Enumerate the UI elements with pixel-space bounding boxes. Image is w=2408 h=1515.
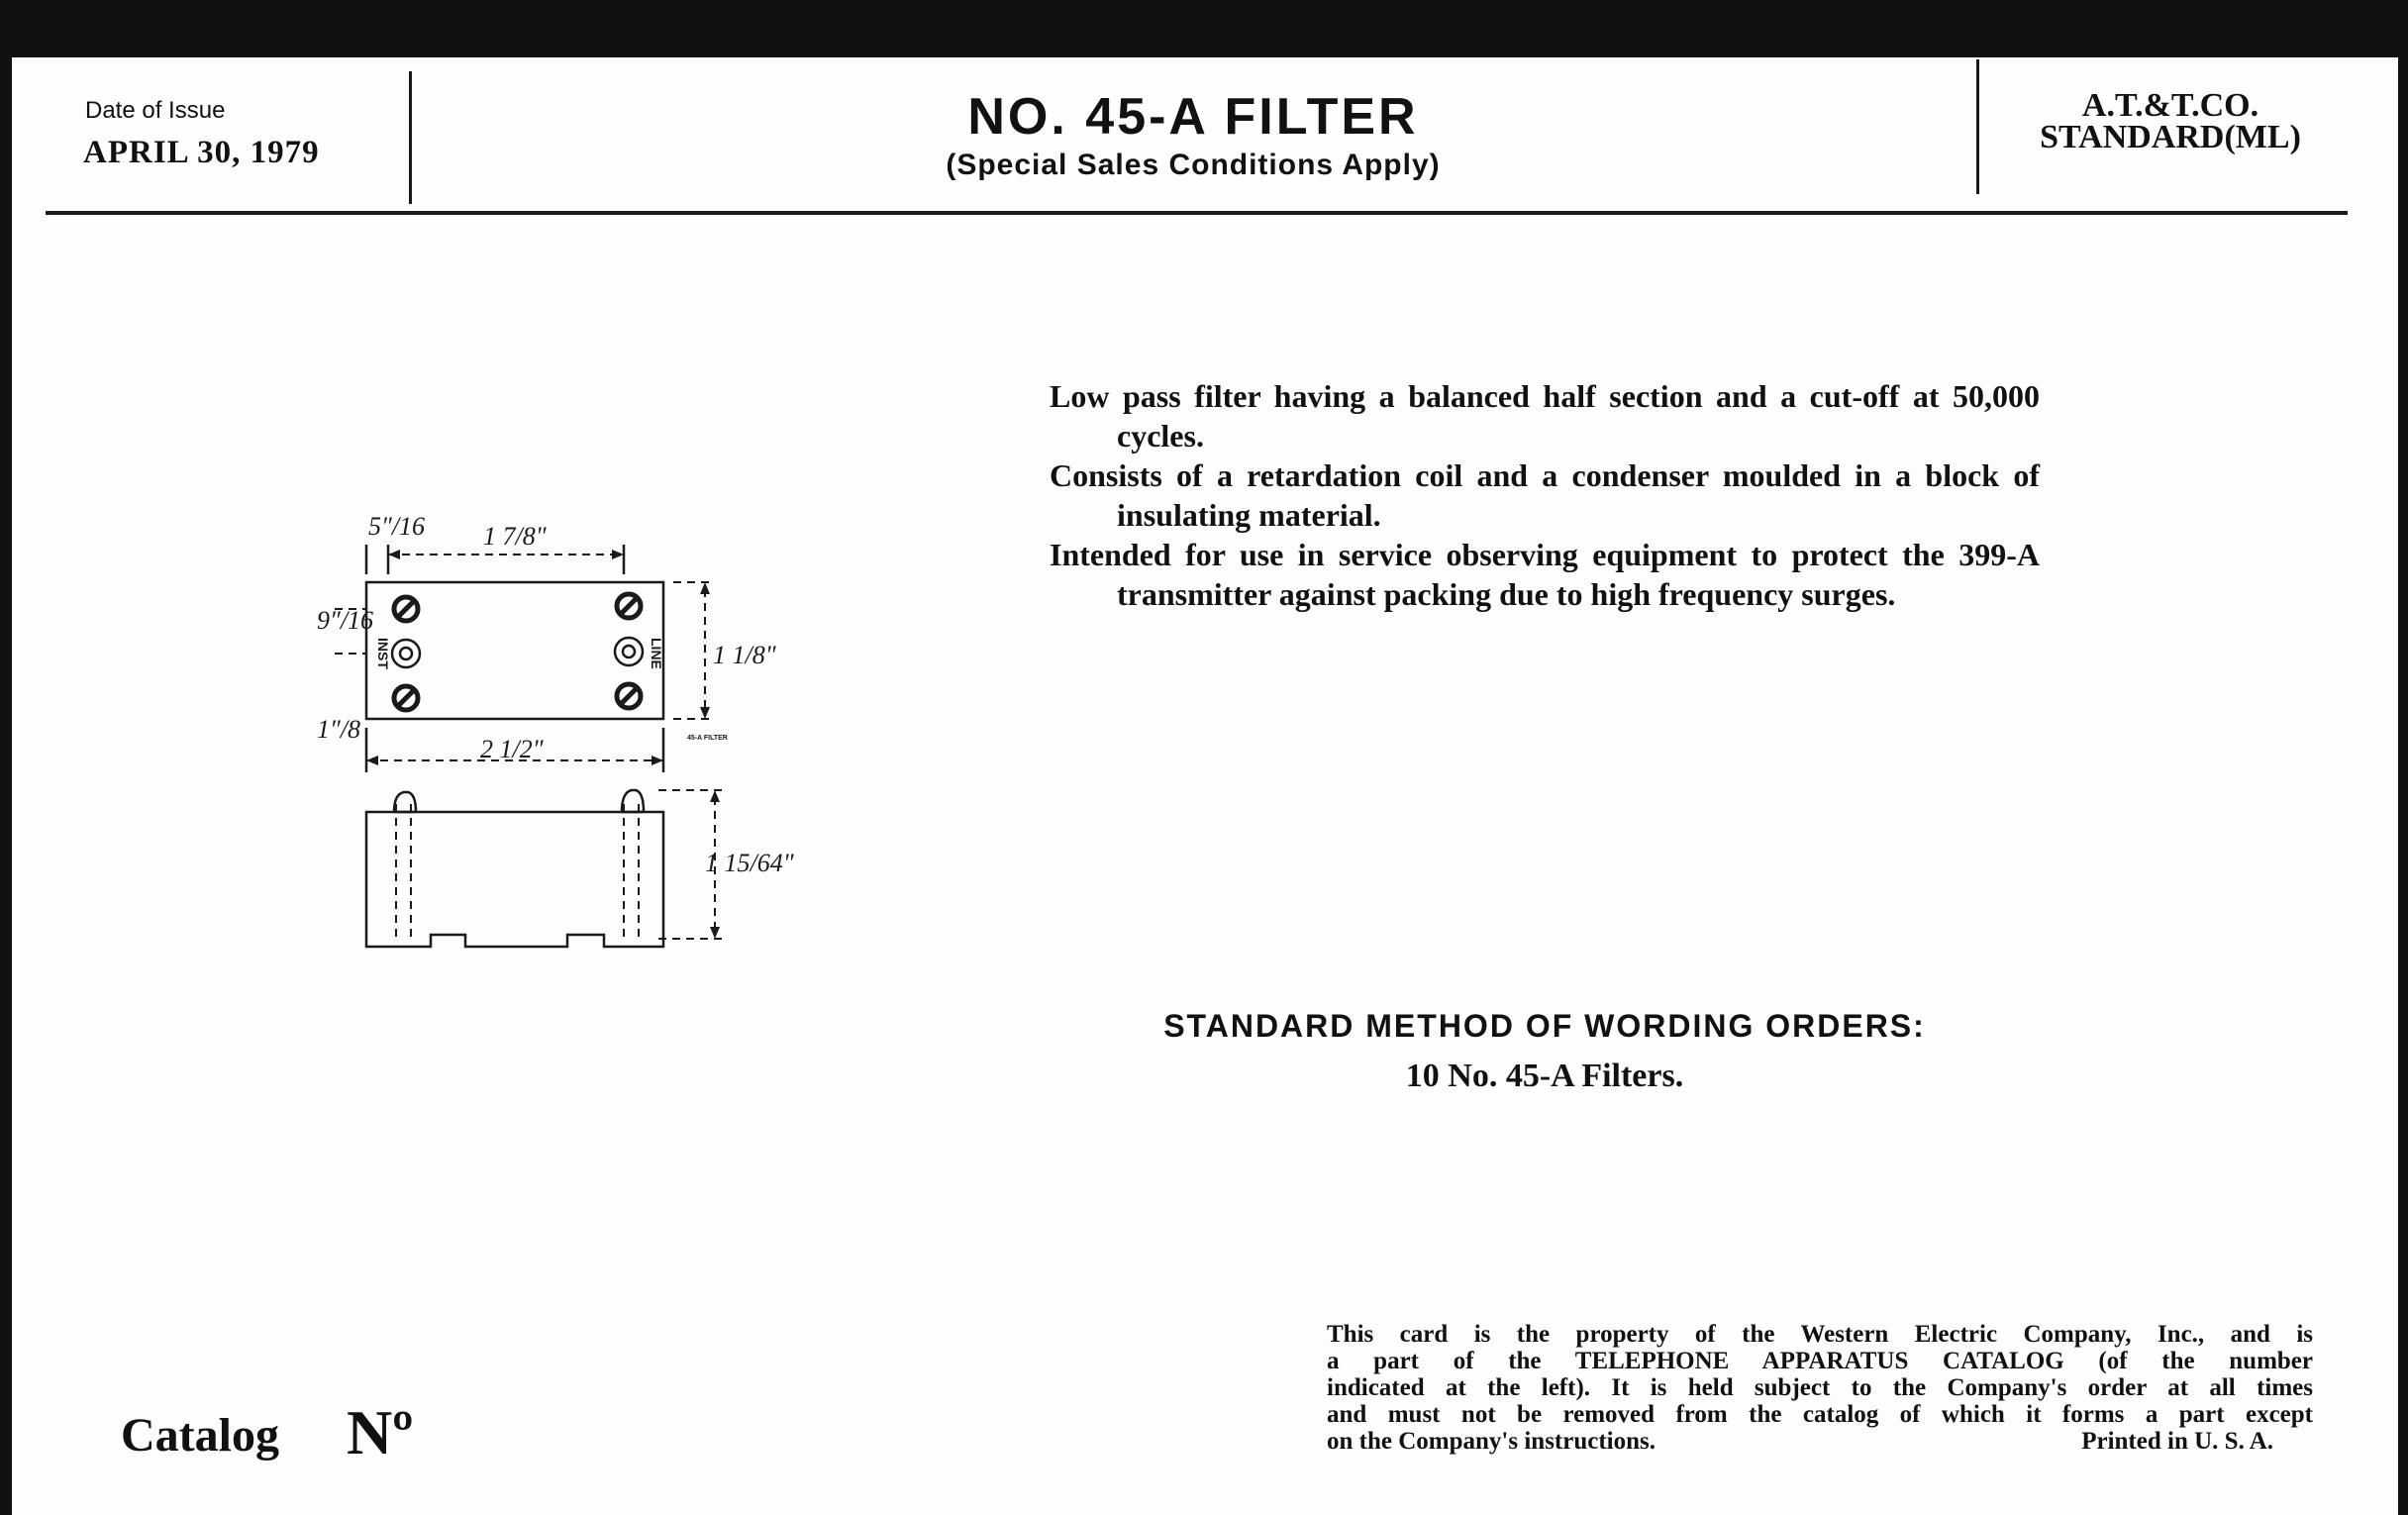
notice-line: indicated at the left). It is held subject to the Company's order at all times	[1327, 1374, 2313, 1401]
notice-line: a part of the TELEPHONE APPARATUS CATALOG (of the number	[1327, 1348, 2313, 1374]
page-title: NO. 45-A FILTER	[967, 88, 1419, 146]
notice-line: on the Company's instructions.	[1327, 1428, 1656, 1455]
standard-company: A.T.&T.CO.	[2081, 87, 2259, 124]
notice-line: and must not be removed from the catalog of which it forms a part except	[1327, 1401, 2313, 1428]
catalog-number-label: Nº	[347, 1397, 414, 1467]
dim-right-height: 1 1/8"	[713, 641, 776, 669]
description-paragraph: Consists of a retardation coil and a condenser moulded in a block of insulating material.	[1050, 457, 2040, 533]
header-separator-right	[1976, 59, 1979, 194]
label-line: LINE	[649, 638, 664, 669]
header-separator-left	[409, 71, 412, 204]
dim-left-top: 9″/16	[317, 606, 374, 635]
wording-heading: STANDARD METHOD OF WORDING ORDERS:	[1163, 1008, 1926, 1044]
wording-example: 10 No. 45-A Filters.	[1405, 1058, 1684, 1094]
property-notice	[1327, 1321, 2313, 1455]
description-paragraph: Intended for use in service observing equipment to protect the 399-A transmitter against packing due to high frequency surges.	[1050, 537, 2040, 612]
description	[1050, 376, 2040, 614]
printed-in: Printed in U. S. A.	[2081, 1428, 2273, 1455]
filter-dimension-drawing	[317, 512, 794, 970]
tiny-label: 45-A FILTER	[687, 735, 728, 742]
dim-top-left: 5″/16	[368, 512, 426, 541]
dim-left-bottom: 1″/8	[317, 715, 361, 744]
dim-width: 2 1/2"	[480, 735, 544, 763]
standard-designation: STANDARD(ML)	[2040, 119, 2301, 155]
description-paragraph: Low pass filter having a balanced half section and a cut-off at 50,000 cycles.	[1050, 378, 2040, 454]
date-of-issue-value: APRIL 30, 1979	[83, 135, 320, 170]
dim-top-span: 1 7/8"	[483, 522, 547, 551]
notice-line-last	[1327, 1428, 2313, 1455]
page-subtitle: (Special Sales Conditions Apply)	[946, 149, 1441, 181]
dim-side-height: 1 15/64"	[705, 849, 794, 877]
catalog-label: Catalog	[121, 1409, 279, 1462]
notice-line: This card is the property of the Western Electric Company, Inc., and is	[1327, 1321, 2313, 1348]
header-rule	[46, 211, 2348, 215]
label-inst: INST	[375, 638, 391, 669]
date-of-issue-label: Date of Issue	[85, 97, 226, 124]
